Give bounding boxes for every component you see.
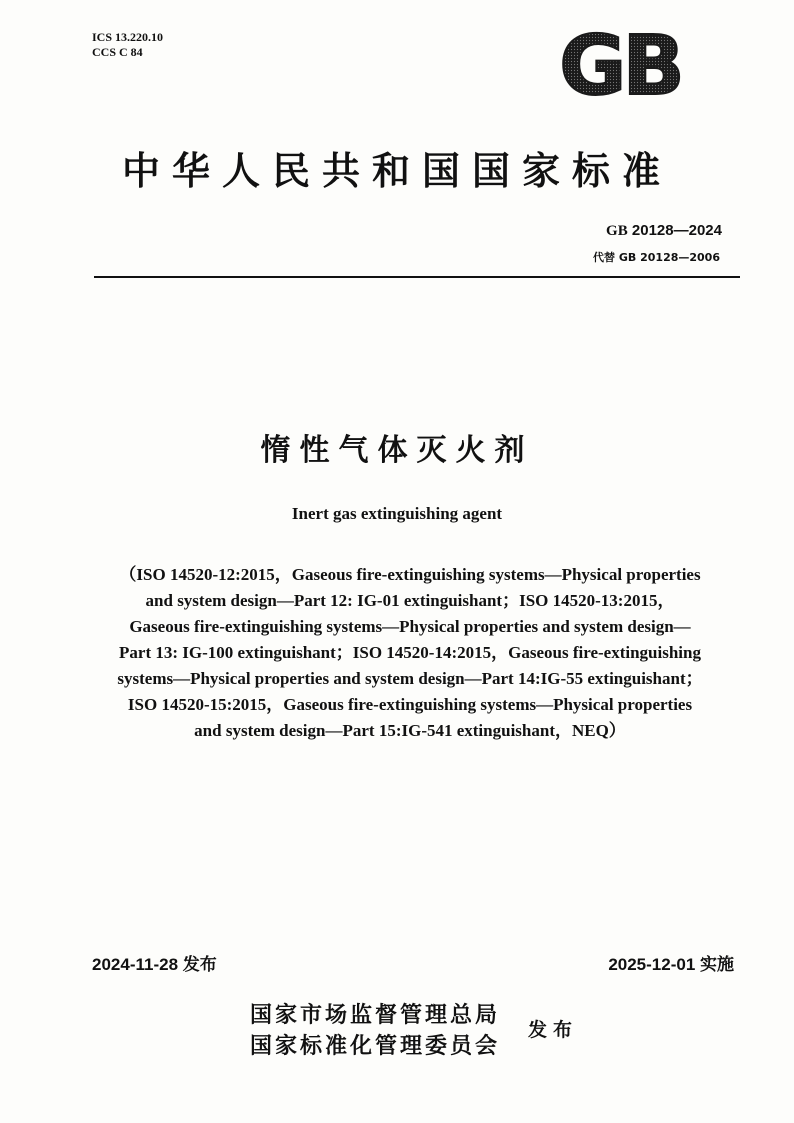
standard-number: [606, 222, 722, 240]
header-divider: [94, 276, 740, 278]
issuer-sac: 国家标准化管理委员会: [250, 1033, 501, 1059]
gb-logo-text: GB: [559, 24, 681, 102]
publish-date: 2024-11-28 发布: [92, 955, 217, 974]
issue-label: 发布: [528, 1019, 579, 1041]
replaces-standard: 代替 GB 20128—2006: [593, 251, 720, 264]
iso-line: systems—Physical properties and system design—Part 14:IG-55 extinguishant；: [117, 669, 703, 688]
national-standard-title: 中华人民共和国国家标准: [121, 148, 672, 193]
standard-prefix: GB: [606, 223, 628, 239]
issuer-samr: 国家市场监督管理总局: [250, 1002, 501, 1028]
ccs-code: CCS C 84: [92, 45, 143, 59]
iso-line: and system design—Part 15:IG-541 extinguishant，NEQ）: [194, 721, 626, 740]
iso-line: （ISO 14520-12:2015，Gaseous fire-extinguishing systems—Physical properties: [119, 565, 701, 584]
iso-line: Part 13: IG-100 extinguishant；ISO 14520-14:2015，Gaseous fire-extinguishing: [119, 643, 701, 662]
document-title-cn: 惰性气体灭火剂: [260, 433, 534, 468]
standard-code: 20128—2024: [631, 222, 722, 239]
document-title-en: Inert gas extinguishing agent: [291, 504, 503, 523]
iso-line: and system design—Part 12: IG-01 extinguishant；ISO 14520-13:2015，: [145, 591, 675, 610]
gb-logo: [540, 24, 700, 102]
iso-equivalence-note: [80, 562, 740, 744]
implementation-date: 2025-12-01 实施: [608, 955, 734, 974]
issuing-authorities: [250, 1000, 500, 1062]
classification-codes: [92, 30, 163, 60]
iso-line: ISO 14520-15:2015，Gaseous fire-extinguishing systems—Physical properties: [127, 695, 693, 714]
iso-line: Gaseous fire-extinguishing systems—Physical properties and system design—: [129, 617, 691, 636]
ics-code: ICS 13.220.10: [92, 30, 164, 44]
